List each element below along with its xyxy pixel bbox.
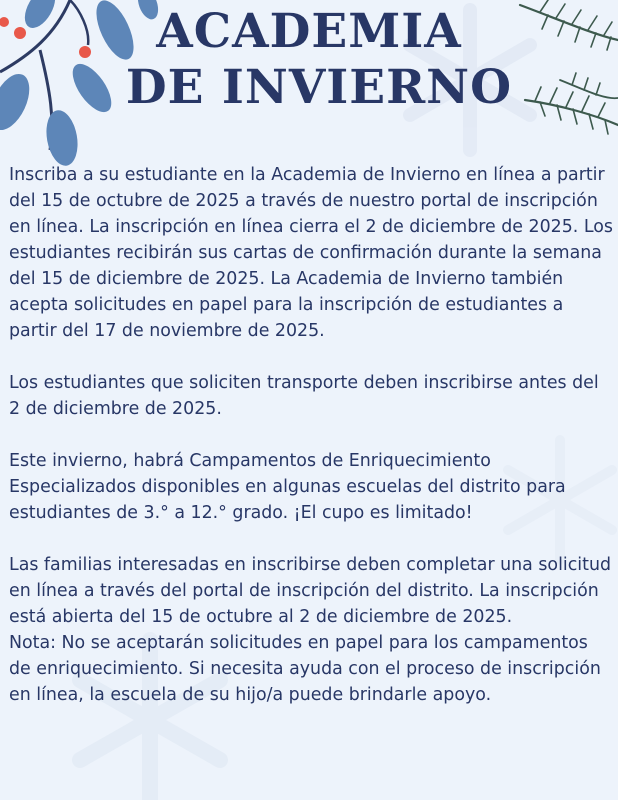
families-paragraph: Las familias interesadas en inscribirse deben completar una solicitud en línea a través del portal de inscripción del distrito. La inscripción está abierta del 15 de octubre al 2 de diciembre de 2025. <box>9 555 612 627</box>
announcement-body <box>9 162 613 708</box>
header <box>0 0 618 160</box>
note-paragraph: Nota: No se aceptarán solicitudes en papel para los campamentos de enriquecimiento. Si necesita ayuda con el proceso de inscripción en línea, la escuela de su hijo/a puede brindarle apoyo. <box>9 633 601 705</box>
registration-paragraph: Inscriba a su estudiante en la Academia de Invierno en línea a partir del 15 de octubre de 2025 a través de nuestro portal de inscripción en línea. La inscripción en línea cierra el 2 de diciembre de 2025. Los estudiantes recibirán sus cartas de confirmación durante la semana del 15 de diciembre de 2025. La Academia de Invierno también acepta solicitudes en papel para la inscripción de estudiantes a partir del 17 de noviembre de 2025. <box>9 165 613 341</box>
transportation-paragraph: Los estudiantes que soliciten transporte deben inscribirse antes del 2 de diciembre de 2025. <box>9 373 599 419</box>
page-title-line-2: DE INVIERNO <box>125 60 513 115</box>
enrichment-camps-paragraph: Este invierno, habrá Campamentos de Enriquecimiento Especializados disponibles en algunas escuelas del distrito para estudiantes de 3.° a 12.° grado. ¡El cupo es limitado! <box>9 451 566 523</box>
page-title-line-1: ACADEMIA <box>156 4 462 59</box>
